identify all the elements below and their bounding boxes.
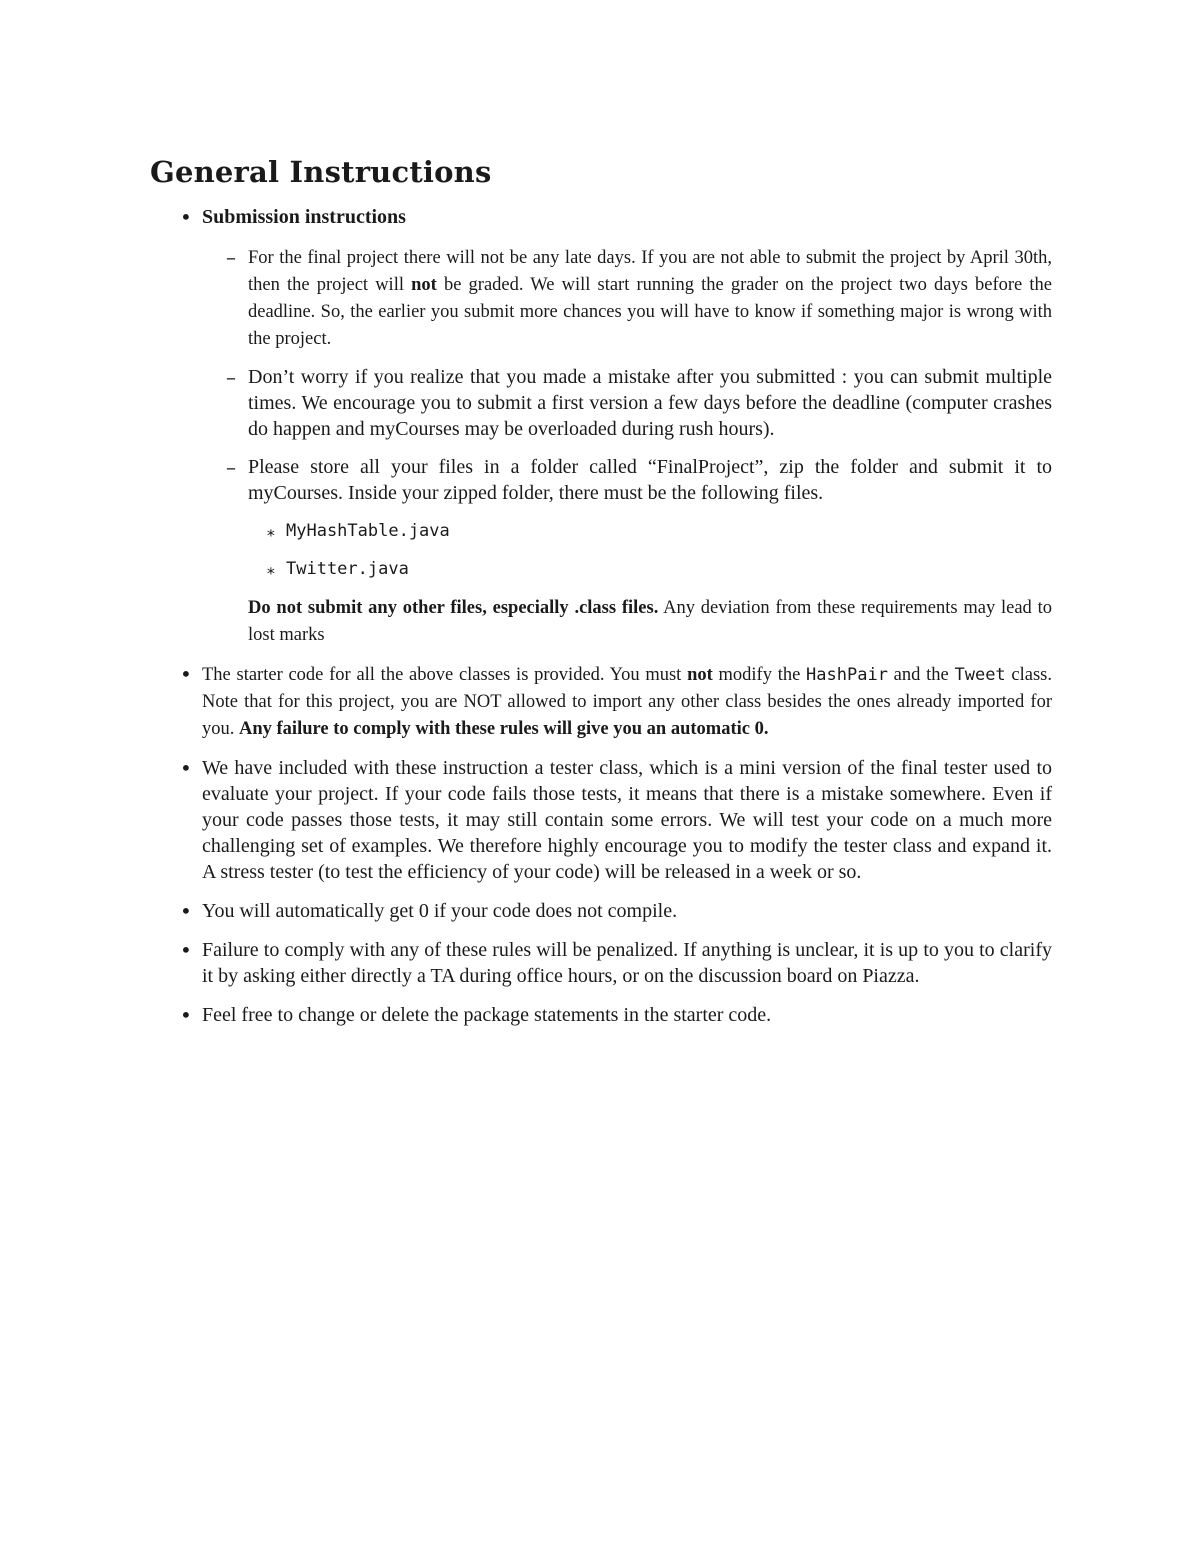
starter-code-text	[202, 661, 1052, 742]
list-item-submission	[150, 204, 1052, 648]
document-page	[150, 152, 1052, 1041]
list-item-package	[150, 1002, 1052, 1028]
package-text: Feel free to change or delete the package statements in the starter code.	[202, 1004, 772, 1026]
file-name: Twitter.java	[286, 559, 409, 579]
file-name: MyHashTable.java	[286, 521, 450, 541]
dash-marker: –	[226, 245, 236, 269]
submission-sublist	[202, 244, 1052, 648]
dash-marker: –	[226, 455, 236, 479]
file-item	[248, 556, 1052, 582]
file-item	[248, 518, 1052, 544]
list-item-compile	[150, 898, 1052, 924]
bullet-marker: •	[180, 662, 192, 686]
star-marker: ∗	[266, 561, 276, 580]
page-title: General Instructions	[150, 155, 492, 189]
starter-part4: class. Note that for this project, you are NOT allowed to import any other class besides the ones already imported for you.	[202, 665, 1053, 739]
late-days-part2: be graded. We will start running the grader on the project two days before the deadline. So, the earlier you submit more chances you will have to know if something major is wrong with the project.	[248, 275, 1052, 349]
code-tweet: Tweet	[954, 665, 1006, 685]
list-item-starter-code	[150, 661, 1052, 742]
list-item-tester	[150, 755, 1052, 885]
compile-text: You will automatically get 0 if your code does not compile.	[202, 900, 678, 922]
required-files-list	[248, 518, 1052, 582]
starter-part2: modify the	[712, 665, 807, 685]
late-days-bold: not	[411, 275, 437, 295]
starter-part1: The starter code for all the above classes is provided. You must	[202, 665, 688, 685]
resubmit-text: Don’t worry if you realize that you made a mistake after you submitted : you can submit multiple times. We encourage you to submit a first version a few days before the deadline (computer crashes do happen and myCourses may be overloaded during rush hours).	[248, 366, 1052, 440]
bullet-marker: •	[180, 205, 192, 229]
late-days-part1: For the final project there will not be any late days. If you are not able to submit the project by April 30th, then the project will	[248, 248, 1052, 295]
bullet-marker: •	[180, 938, 192, 962]
failure-text: Failure to comply with any of these rules will be penalized. If anything is unclear, it is up to you to clarify it by asking either directly a TA during office hours, or on the discussion board on Piazza.	[202, 939, 1052, 987]
class-files-warning	[248, 594, 1052, 648]
warning-rest: Any deviation from these requirements may lead to lost marks	[248, 598, 1052, 645]
sublist-item-folder	[202, 454, 1052, 648]
bullet-marker: •	[180, 899, 192, 923]
starter-part3: and the	[887, 665, 955, 685]
sublist-item-late-days	[202, 244, 1052, 352]
list-item-failure	[150, 937, 1052, 989]
code-hashpair: HashPair	[806, 665, 888, 685]
tester-text: We have included with these instruction a tester class, which is a mini version of the final tester used to evaluate your project. If your code fails those tests, it means that there is a mistake somewhere. Even if your code passes those tests, it may still contain some errors. We will test your code on a much more challenging set of examples. We therefore highly encourage you to modify the tester class and expand it. A stress tester (to test the efficiency of your code) will be released in a week or so.	[202, 757, 1052, 883]
starter-bold-end: Any failure to comply with these rules will give you an automatic 0.	[239, 719, 769, 739]
star-marker: ∗	[266, 523, 276, 542]
dash-marker: –	[226, 365, 236, 389]
bullet-marker: •	[180, 1003, 192, 1027]
submission-title: Submission instructions	[202, 206, 406, 228]
instructions-list	[150, 204, 1052, 1028]
late-days-text	[248, 244, 1052, 352]
starter-bold-not: not	[687, 665, 713, 685]
bullet-marker: •	[180, 756, 192, 780]
warning-bold: Do not submit any other files, especially .class files.	[248, 598, 659, 618]
folder-text: Please store all your files in a folder called “FinalProject”, zip the folder and submit it to myCourses. Inside your zipped folder, there must be the following files.	[248, 456, 1052, 504]
sublist-item-resubmit	[202, 364, 1052, 442]
